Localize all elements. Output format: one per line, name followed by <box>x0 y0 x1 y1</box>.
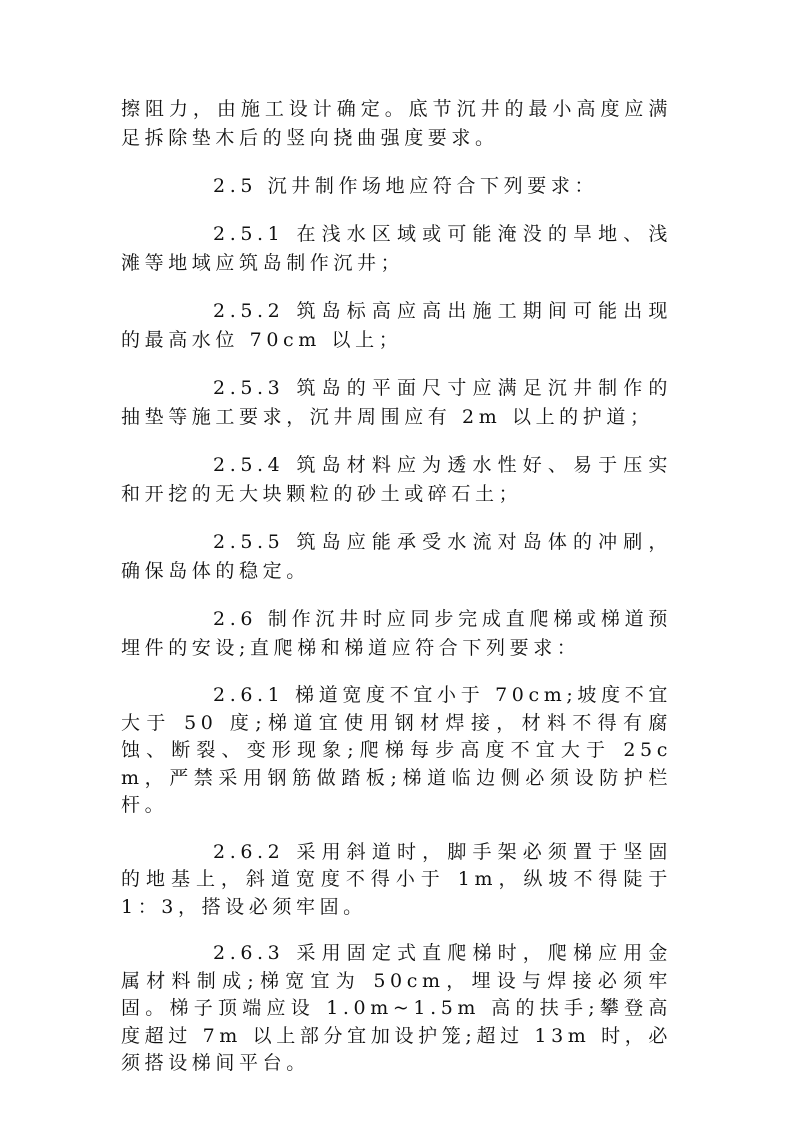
document-page <box>121 95 672 1097</box>
paragraph-2-6-2: 2.6.2 采用斜道时，脚手架必须置于坚固的地基上，斜道宽度不得小于 1m，纵坡不得陡于 1：3，搭设必须牢固。 <box>121 840 672 918</box>
paragraph-2-5-1: 2.5.1 在浅水区域或可能淹没的旱地、浅滩等地域应筑岛制作沉井； <box>121 223 672 274</box>
paragraph-2-6: 2.6 制作沉井时应同步完成直爬梯或梯道预埋件的安设;直爬梯和梯道应符合下列要求： <box>121 608 672 659</box>
paragraph-2-5-5: 2.5.5 筑岛应能承受水流对岛体的冲刷，确保岛体的稳定。 <box>121 531 672 582</box>
paragraph-2-5-4: 2.5.4 筑岛材料应为透水性好、易于压实和开挖的无大块颗粒的砂土或碎石土； <box>121 454 672 505</box>
paragraph-2-5-3: 2.5.3 筑岛的平面尺寸应满足沉井制作的抽垫等施工要求，沉井周围应有 2m 以上的护道； <box>121 377 672 428</box>
paragraph-2-5-2: 2.5.2 筑岛标高应高出施工期间可能出现的最高水位 70cm 以上； <box>121 300 672 351</box>
paragraph-2-6-3: 2.6.3 采用固定式直爬梯时，爬梯应用金属材料制成;梯宽宜为 50cm，埋设与焊接必须牢固。梯子顶端应设 1.0m~1.5m 高的扶手;攀登高度超过 7m 以上部分宜加设护笼;超过 13m 时，必须搭设梯间平台。 <box>121 942 672 1074</box>
paragraph-2-6-1: 2.6.1 梯道宽度不宜小于 70cm;坡度不宜大于 50 度;梯道宜使用钢材焊接，材料不得有腐蚀、断裂、变形现象;爬梯每步高度不宜大于 25cm，严禁采用钢筋做踏板;梯道临边侧必须设防护栏杆。 <box>121 684 672 816</box>
paragraph-continuation: 擦阻力，由施工设计确定。底节沉井的最小高度应满足拆除垫木后的竖向挠曲强度要求。 <box>121 98 672 149</box>
paragraph-2-5: 2.5 沉井制作场地应符合下列要求： <box>213 175 599 197</box>
